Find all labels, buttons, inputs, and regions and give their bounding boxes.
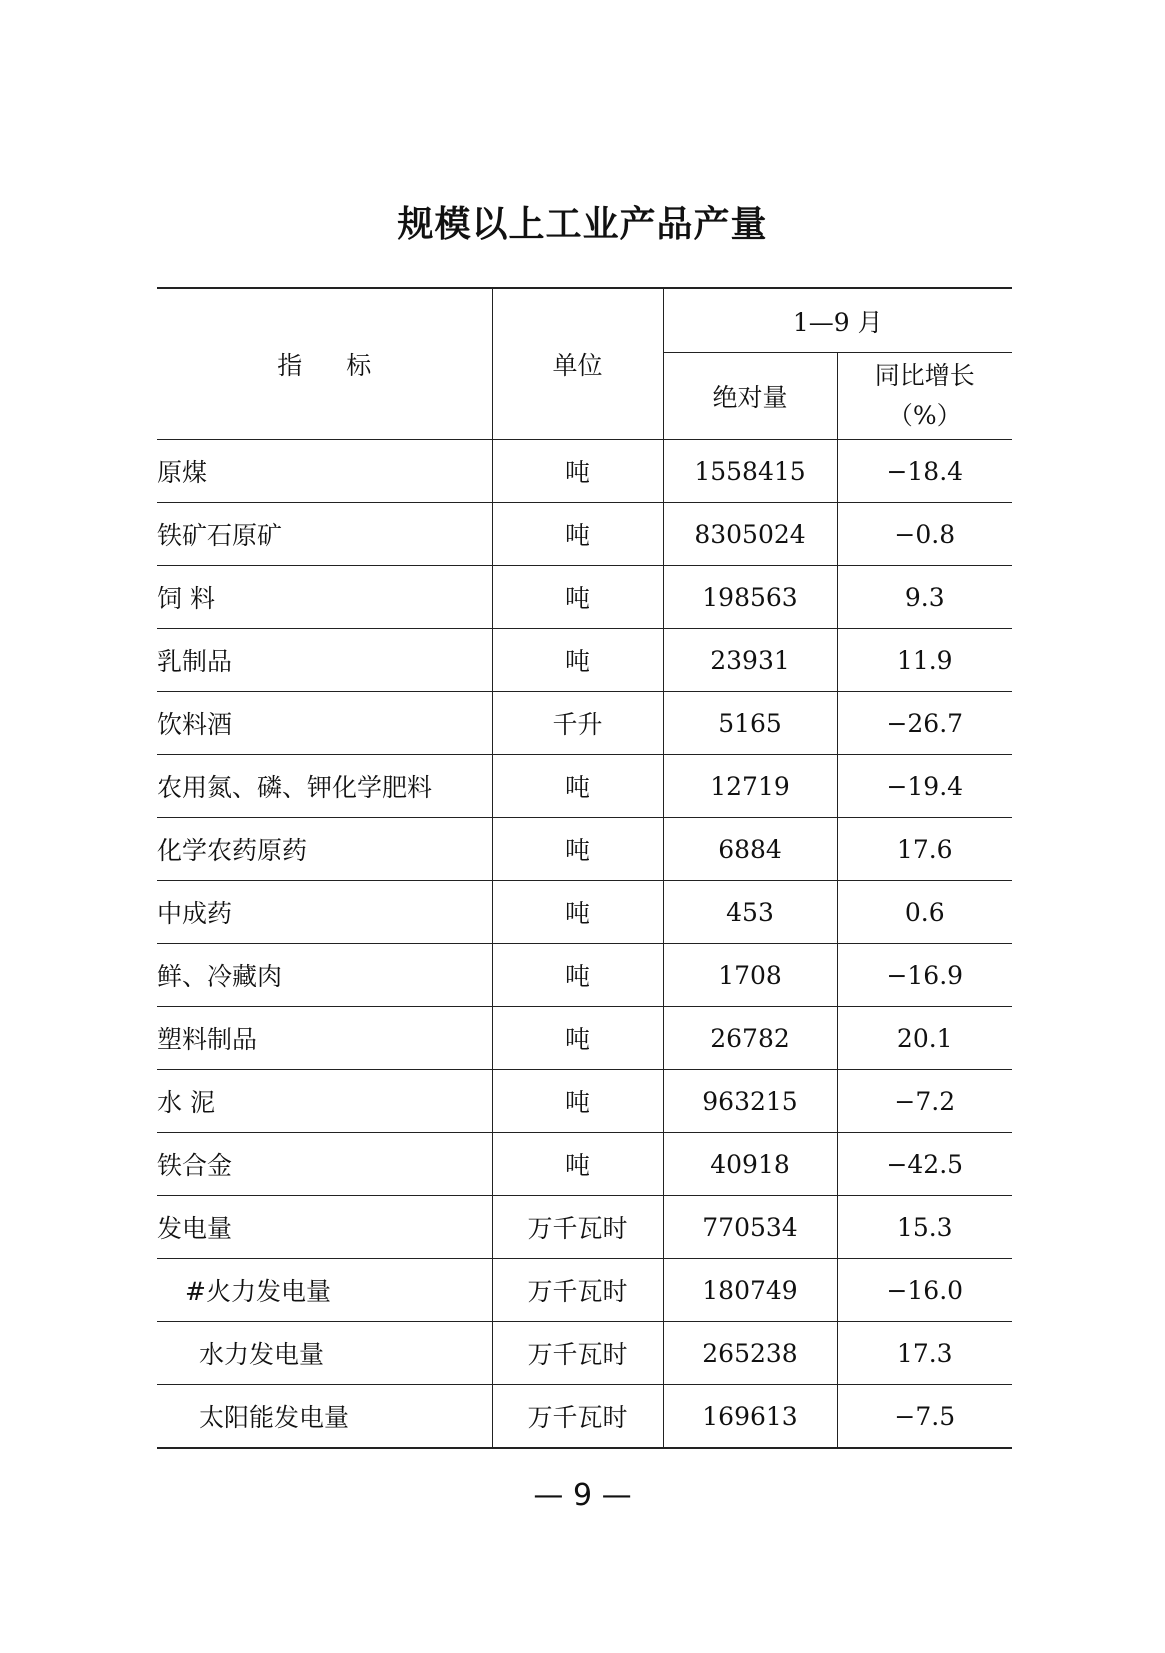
row-value: 5165: [663, 692, 837, 755]
row-yoy: −18.4: [837, 440, 1012, 503]
row-unit: 吨: [492, 629, 663, 692]
row-name: 饮料酒: [157, 692, 492, 755]
row-name: 饲 料: [157, 566, 492, 629]
row-yoy: 0.6: [837, 881, 1012, 944]
row-unit: 吨: [492, 1070, 663, 1133]
row-value: 1708: [663, 944, 837, 1007]
row-yoy: −7.2: [837, 1070, 1012, 1133]
row-name: 农用氮、磷、钾化学肥料: [157, 755, 492, 818]
table-row: [157, 944, 1012, 1007]
header-indicator: 指标: [157, 288, 492, 440]
row-value: 12719: [663, 755, 837, 818]
row-yoy: −42.5: [837, 1133, 1012, 1196]
production-table: [157, 287, 1012, 1449]
header-yoy-line1: 同比增长: [874, 361, 975, 390]
table-row: [157, 1070, 1012, 1133]
row-unit: 吨: [492, 944, 663, 1007]
row-value: 770534: [663, 1196, 837, 1259]
row-unit: 万千瓦时: [492, 1196, 663, 1259]
row-value: 8305024: [663, 503, 837, 566]
table-row: [157, 692, 1012, 755]
row-unit: 万千瓦时: [492, 1322, 663, 1385]
row-unit: 吨: [492, 818, 663, 881]
table-row: [157, 818, 1012, 881]
row-value: 453: [663, 881, 837, 944]
row-name: 鲜、冷藏肉: [157, 944, 492, 1007]
table-row: [157, 1007, 1012, 1070]
header-unit: 单位: [492, 288, 663, 440]
table-row: [157, 881, 1012, 944]
row-yoy: −19.4: [837, 755, 1012, 818]
row-unit: 千升: [492, 692, 663, 755]
row-yoy: −0.8: [837, 503, 1012, 566]
table-body: [157, 440, 1012, 1449]
table-row: [157, 629, 1012, 692]
table-row: [157, 1385, 1012, 1449]
row-value: 40918: [663, 1133, 837, 1196]
header-yoy: [837, 353, 1012, 440]
row-unit: 吨: [492, 566, 663, 629]
table-row: [157, 440, 1012, 503]
header-period: 1—9 月: [663, 288, 1012, 353]
header-yoy-line2: （%）: [887, 401, 962, 430]
row-name: 乳制品: [157, 629, 492, 692]
row-value: 26782: [663, 1007, 837, 1070]
row-unit: 吨: [492, 1133, 663, 1196]
row-yoy: 11.9: [837, 629, 1012, 692]
table-row: [157, 503, 1012, 566]
row-value: 180749: [663, 1259, 837, 1322]
row-value: 23931: [663, 629, 837, 692]
table-row: [157, 755, 1012, 818]
row-yoy: −7.5: [837, 1385, 1012, 1449]
table-row: [157, 566, 1012, 629]
row-yoy: −16.0: [837, 1259, 1012, 1322]
row-name: 发电量: [157, 1196, 492, 1259]
row-value: 1558415: [663, 440, 837, 503]
row-name: 化学农药原药: [157, 818, 492, 881]
table-header: [157, 288, 1012, 440]
table-row: [157, 1322, 1012, 1385]
row-value: 265238: [663, 1322, 837, 1385]
header-absolute: 绝对量: [663, 353, 837, 440]
row-value: 6884: [663, 818, 837, 881]
row-unit: 万千瓦时: [492, 1259, 663, 1322]
row-name: 水 泥: [157, 1070, 492, 1133]
row-yoy: 15.3: [837, 1196, 1012, 1259]
row-name: 太阳能发电量: [157, 1385, 492, 1449]
row-yoy: −16.9: [837, 944, 1012, 1007]
row-yoy: −26.7: [837, 692, 1012, 755]
row-name: 铁合金: [157, 1133, 492, 1196]
table-row: [157, 1133, 1012, 1196]
page-title: 规模以上工业产品产量: [397, 204, 768, 245]
row-unit: 吨: [492, 755, 663, 818]
row-name: 中成药: [157, 881, 492, 944]
page-number: — 9 —: [533, 1478, 632, 1513]
row-name: #火力发电量: [157, 1259, 492, 1322]
row-unit: 吨: [492, 881, 663, 944]
table-row: [157, 1196, 1012, 1259]
row-unit: 吨: [492, 503, 663, 566]
table-row: [157, 1259, 1012, 1322]
row-name: 塑料制品: [157, 1007, 492, 1070]
row-value: 198563: [663, 566, 837, 629]
row-name: 原煤: [157, 440, 492, 503]
row-unit: 万千瓦时: [492, 1385, 663, 1449]
row-name: 水力发电量: [157, 1322, 492, 1385]
row-name: 铁矿石原矿: [157, 503, 492, 566]
row-yoy: 20.1: [837, 1007, 1012, 1070]
row-yoy: 9.3: [837, 566, 1012, 629]
row-unit: 吨: [492, 1007, 663, 1070]
row-unit: 吨: [492, 440, 663, 503]
row-yoy: 17.6: [837, 818, 1012, 881]
row-value: 169613: [663, 1385, 837, 1449]
row-value: 963215: [663, 1070, 837, 1133]
row-yoy: 17.3: [837, 1322, 1012, 1385]
